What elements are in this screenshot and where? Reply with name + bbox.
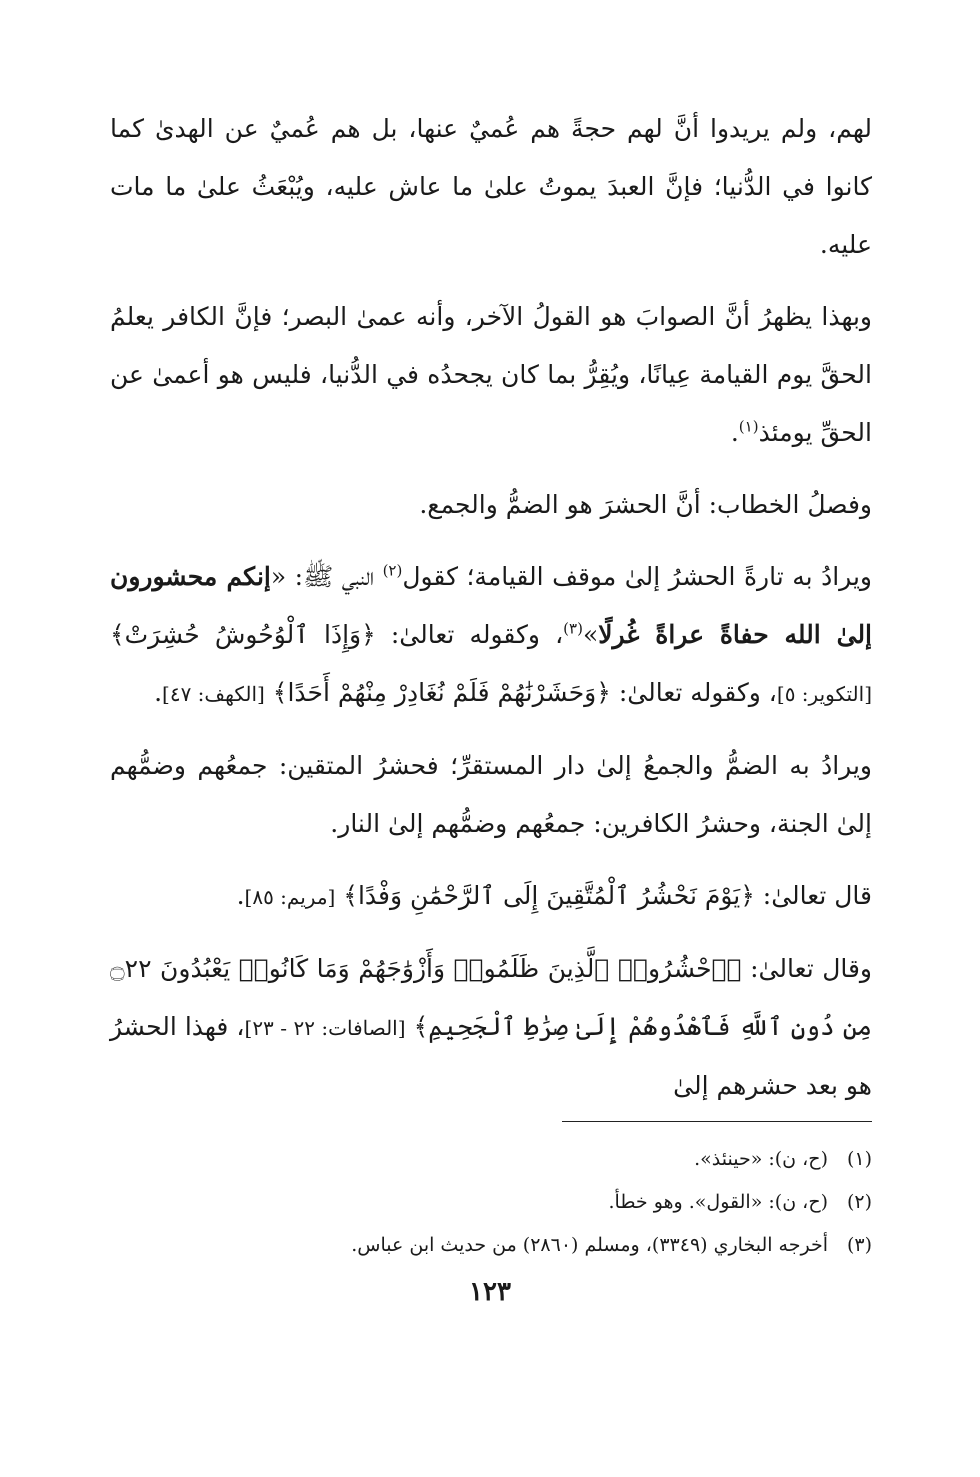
paragraph-end: . bbox=[730, 418, 739, 447]
footnote-number: (٣) bbox=[846, 1234, 872, 1256]
footnote-text: أخرجه البخاري (٣٣٤٩)، ومسلم (٢٨٦٠) من حديث ابن عباس. bbox=[351, 1234, 828, 1256]
paragraph-end: . bbox=[236, 881, 245, 910]
paragraph-text: ، وكقوله تعالىٰ: ﴿وَحَشَرْنَٰهُمْ فَلَمْ نُغَادِرْ مِنْهُمْ أَحَدًا﴾ bbox=[264, 678, 777, 707]
footnote-2 bbox=[110, 1181, 872, 1224]
paragraph-text: وبهذا يظهرُ أنَّ الصوابَ هو القولُ الآخر، وأنه عمىٰ البصر؛ فإنَّ الكافر يعلمُ الحقَّ يوم القيامة عِيانًا، ويُقِرُّ بما كان يجحدُه في الدُّنيا، فليس هو أعمىٰ عن الحقِّ يومئذ bbox=[110, 302, 872, 447]
paragraph-text: ، فهذا الحشرُ هو بعد حشرهم إلىٰ bbox=[110, 1012, 872, 1100]
footnotes bbox=[110, 1138, 872, 1267]
quran-reference: [الكهف: ٤٧] bbox=[162, 682, 265, 706]
footnote-text: (ح، ن): «القول». وهو خطأ. bbox=[608, 1191, 828, 1213]
paragraph-end: . bbox=[154, 678, 163, 707]
paragraph-4 bbox=[110, 548, 872, 723]
paragraph-text: وفصلُ الخطاب: أنَّ الحشرَ هو الضمُّ والجمع. bbox=[419, 490, 872, 519]
paragraph-6 bbox=[110, 867, 872, 926]
footnote-number: (٢) bbox=[846, 1191, 872, 1213]
paragraph-1 bbox=[110, 100, 872, 274]
paragraph-text: ويرادُ به الضمُّ والجمعُ إلىٰ دار المستقرِّ؛ فحشرُ المتقين: جمعُهم وضمُّهم إلىٰ الجنة، وحشرُ الكافرين: جمعُهم وضمُّهم إلىٰ النار. bbox=[110, 751, 872, 838]
paragraph-text: قال تعالىٰ: ﴿يَوْمَ نَحْشُرُ ٱلْمُتَّقِينَ إِلَى ٱلرَّحْمَٰنِ وَفْدًا﴾ bbox=[335, 881, 872, 910]
paragraph-3 bbox=[110, 476, 872, 534]
quran-reference: [التكوير: ٥] bbox=[776, 682, 872, 706]
footnote-3 bbox=[110, 1224, 872, 1267]
paragraph-text: وقال تعالىٰ: ﴿ٱحْشُرُوا۟ ٱلَّذِينَ ظَلَمُوا۟ وَأَزْوَٰجَهُمْ وَمَا كَانُوا۟ يَعْبُدُونَ ۝٢٢ مِن دُونِ ٱللَّهِ فَٱهْدُوهُمْ إِلَىٰ صِرَٰطِ ٱلْجَحِيمِ﴾ bbox=[110, 954, 872, 1041]
footnote-divider bbox=[562, 1121, 872, 1122]
footnote-marker-1: (١) bbox=[738, 417, 759, 436]
paragraph-2 bbox=[110, 288, 872, 462]
footnote-marker-3: (٣) bbox=[563, 619, 583, 638]
paragraph-text: ، وكقوله تعالىٰ: ﴿وَإِذَا ٱلْوُحُوشُ حُشِرَتْ﴾ bbox=[110, 620, 564, 649]
hadith-text: إنكم محشورون إلىٰ الله حفاةً عراةً غُرلًا bbox=[110, 562, 873, 649]
quran-reference: [مريم: ٨٥] bbox=[244, 885, 336, 909]
main-text bbox=[110, 100, 872, 1129]
footnote-text: (ح، ن): «حينئذ». bbox=[694, 1148, 828, 1170]
page-number: ١٢٣ bbox=[469, 1277, 511, 1307]
paragraph-text: النبي ﷺ: « bbox=[270, 562, 383, 591]
paragraph-text: ويرادُ به تارةً الحشرُ إلىٰ موقف القيامة؛ كقول bbox=[402, 562, 872, 591]
footnote-1 bbox=[110, 1138, 872, 1181]
paragraph-5 bbox=[110, 737, 872, 853]
quran-reference: [الصافات: ٢٢ - ٢٣] bbox=[244, 1016, 406, 1040]
paragraph-text: لهم، ولم يريدوا أنَّ لهم حجةً هم عُميٌ عنها، بل هم عُميٌ عن الهدىٰ كما كانوا في الدُّنيا؛ فإنَّ العبدَ يموتُ علىٰ ما عاش عليه، ويُبْعَثُ علىٰ ما مات عليه. bbox=[110, 114, 872, 259]
quote-close: » bbox=[582, 620, 599, 649]
footnote-number: (١) bbox=[846, 1148, 872, 1170]
paragraph-7 bbox=[110, 940, 872, 1115]
footnote-marker-2: (٢) bbox=[382, 561, 403, 580]
